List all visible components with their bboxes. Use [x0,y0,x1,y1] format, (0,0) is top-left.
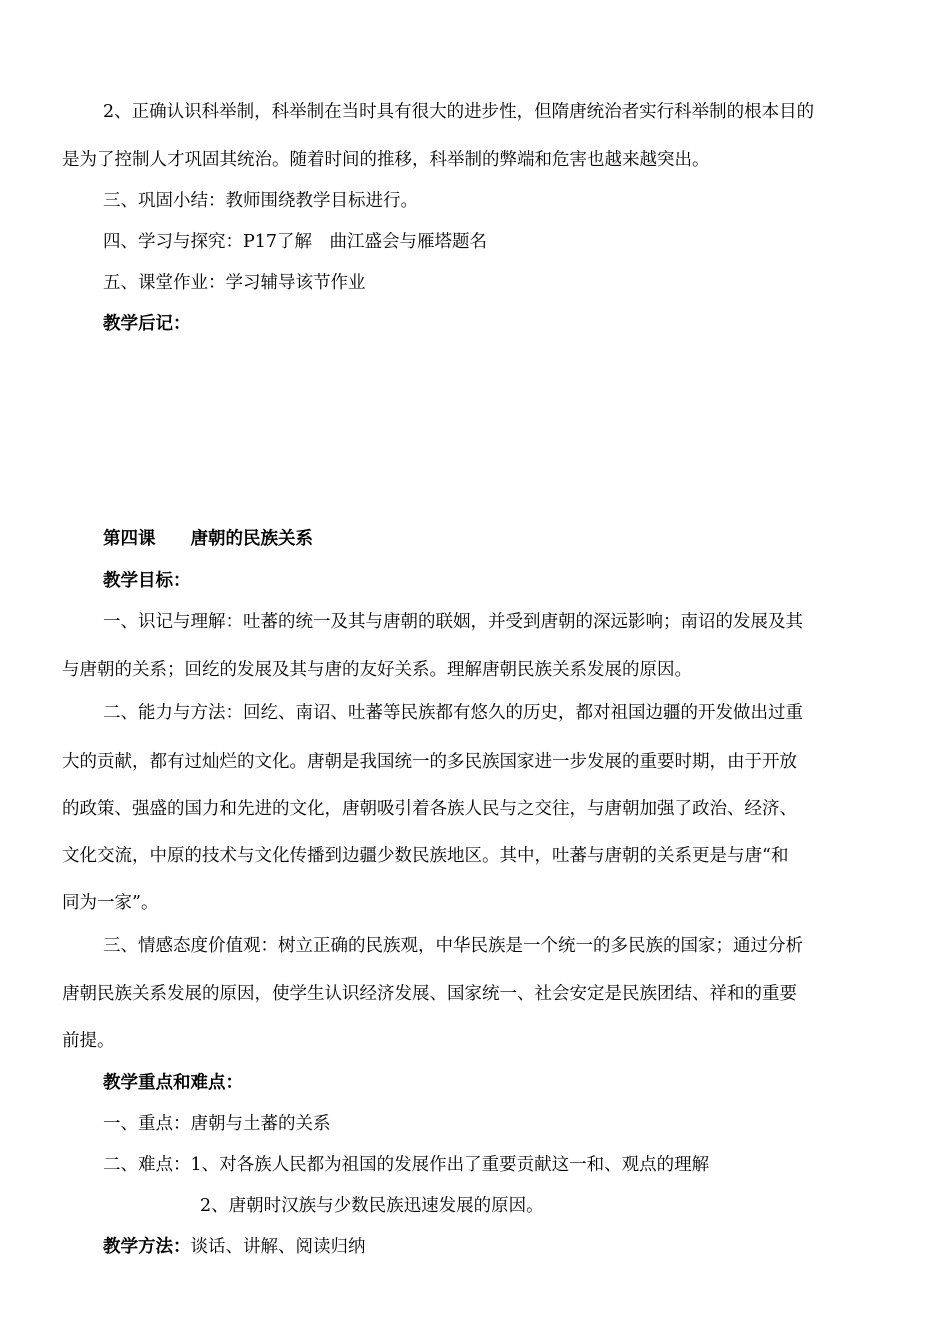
explore-line: 四、学习与探究：P17了解 曲江盛会与雁塔题名 [103,232,488,252]
goal2-line4: 文化交流，中原的技术与文化传播到边疆少数民族地区。其中，吐蕃与唐朝的关系更是与唐“和 [62,846,789,866]
keypoints-heading: 教学重点和难点： [103,1073,243,1093]
goal3-line1: 三、情感态度价值观：树立正确的民族观，中华民族是一个统一的多民族的国家；通过分析 [103,936,803,956]
goal1-line1: 一、识记与理解：吐蕃的统一及其与唐朝的联姻，并受到唐朝的深远影响；南诏的发展及其 [103,612,803,632]
item2-line2: 是为了控制人才巩固其统治。随着时间的推移，科举制的弊端和危害也越来越突出。 [62,150,710,170]
goal2-line1: 二、能力与方法：回纥、南诏、吐蕃等民族都有悠久的历史，都对祖国边疆的开发做出过重 [103,703,803,723]
goal2-line3: 的政策、强盛的国力和先进的文化，唐朝吸引着各族人民与之交往，与唐朝加强了政治、经济、 [62,799,797,819]
method-label: 教学方法： [103,1237,191,1257]
goals-heading: 教学目标： [103,571,191,591]
difficulty-line2: 2、唐朝时汉族与少数民族迅速发展的原因。 [200,1196,544,1216]
method-text: 谈话、讲解、阅读归纳 [190,1237,366,1257]
item2-line1: 2、正确认识科举制，科举制在当时具有很大的进步性，但隋唐统治者实行科举制的根本目的 [103,102,815,122]
difficulty-line1: 二、难点：1、对各族人民都为祖国的发展作出了重要贡献这一和、观点的理解 [103,1155,710,1175]
goal1-line2: 与唐朝的关系；回纥的发展及其与唐的友好关系。理解唐朝民族关系发展的原因。 [62,660,692,680]
postscript-heading: 教学后记： [103,314,191,334]
summary-line: 三、巩固小结：教师围绕教学目标进行。 [103,191,418,211]
goal2-line2: 大的贡献，都有过灿烂的文化。唐朝是我国统一的多民族国家进一步发展的重要时期，由于开放 [62,752,797,772]
keypoint-line: 一、重点：唐朝与土蕃的关系 [103,1114,331,1134]
goal2-line5: 同为一家”。 [62,893,159,913]
lesson-title: 第四课 唐朝的民族关系 [103,529,313,549]
goal3-line2: 唐朝民族关系发展的原因，使学生认识经济发展、国家统一、社会安定是民族团结、祥和的重要 [62,984,797,1004]
method-line [103,1235,366,1259]
homework-line: 五、课堂作业：学习辅导该节作业 [103,273,366,293]
goal3-line3: 前提。 [62,1031,115,1051]
